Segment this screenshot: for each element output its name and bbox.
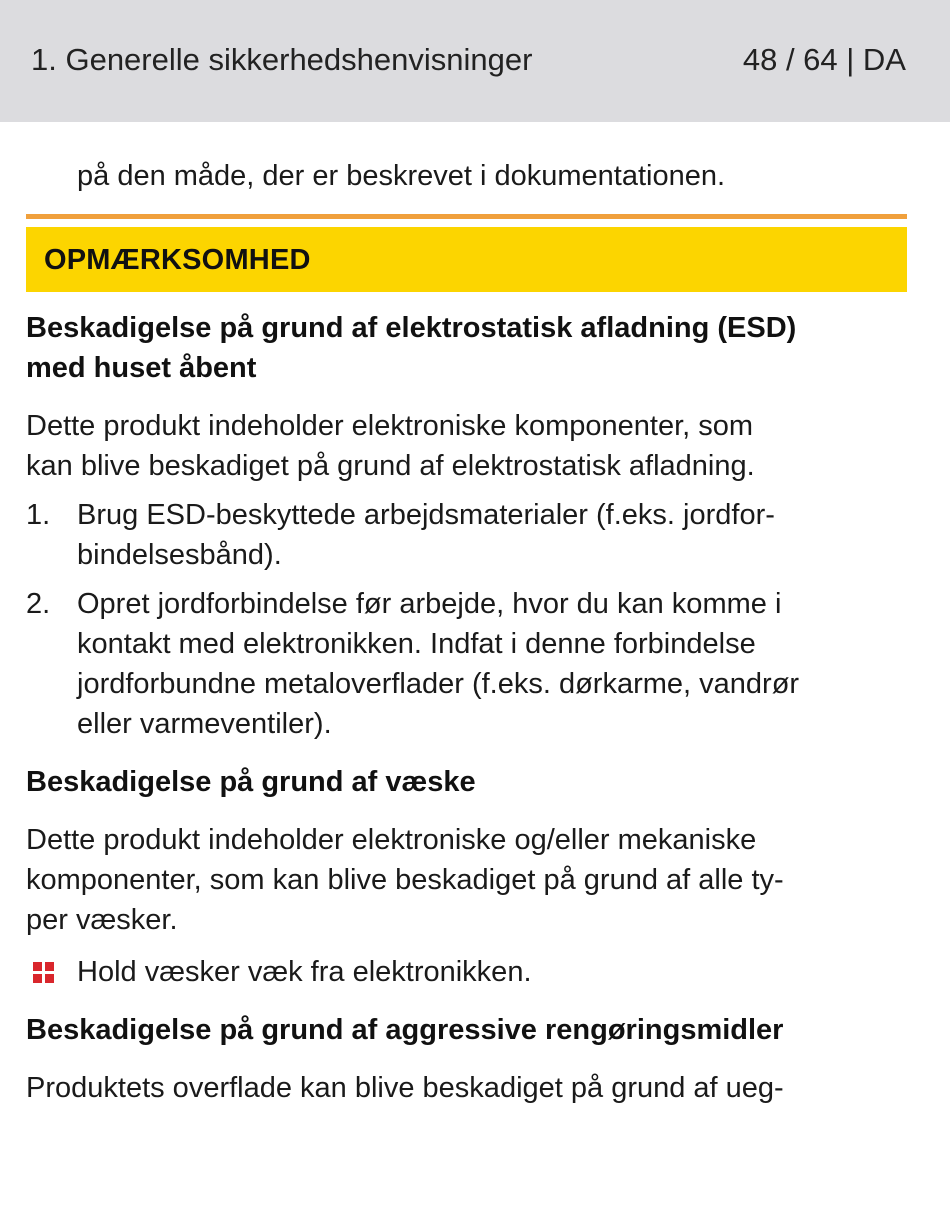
section-heading-liquid: Beskadigelse på grund af væske [26,766,476,798]
chapter-title: 1. Generelle sikkerhedshenvisninger [31,42,533,77]
list-line: Hold væsker væk fra elektronikken. [77,956,532,988]
section-esd [26,308,911,388]
list-line: eller varmeventiler). [77,708,332,740]
list-item [26,952,911,992]
paragraph-line: per væsker. [26,904,178,936]
list-number: 2. [26,588,51,620]
heading-line: med huset åbent [26,352,257,384]
list-number: 1. [26,499,51,531]
paragraph-line: Produktets overflade kan blive beskadiget på grund af ueg- [26,1072,784,1104]
heading-line: Beskadigelse på grund af elektrostatisk afladning (ESD) [26,312,797,344]
continuation-text: på den måde, der er beskrevet i dokumentationen. [77,160,726,192]
paragraph-line: Dette produkt indeholder elektroniske komponenter, som [26,410,754,442]
notice-banner [26,227,907,292]
list-line: jordforbundne metaloverflader (f.eks. dørkarme, vandrør [77,668,800,700]
list-line: Brug ESD-beskyttede arbejdsmaterialer (f.eks. jordfor- [77,499,775,531]
liquid-intro [26,820,911,940]
cleaning-intro [26,1068,911,1108]
liquid-bullet [26,952,911,992]
page-number: 48 / 64 | DA [742,42,906,77]
list-line: bindelsesbånd). [77,539,282,571]
esd-step-2 [26,584,911,744]
page-header [0,0,950,122]
esd-intro [26,406,911,486]
paragraph [26,820,911,940]
paragraph [26,406,911,486]
notice-divider [26,214,907,219]
list-item [26,495,911,575]
section-heading-cleaning: Beskadigelse på grund af aggressive rengøringsmidler [26,1014,784,1046]
section-liquid [26,762,911,802]
red-square-bullet-icon [33,962,55,984]
esd-step-1 [26,495,911,575]
section-cleaning [26,1010,911,1050]
list-line: Opret jordforbindelse før arbejde, hvor du kan komme i [77,588,782,620]
paragraph-line: komponenter, som kan blive beskadiget på grund af alle ty- [26,864,784,896]
list-line: kontakt med elektronikken. Indfat i denne forbindelse [77,628,756,660]
list-item [26,584,911,744]
notice-label: OPMÆRKSOMHED [44,244,311,276]
section-heading-esd [26,308,911,388]
paragraph-line: Dette produkt indeholder elektroniske og/eller mekaniske [26,824,757,856]
paragraph [26,1068,911,1108]
paragraph-line: kan blive beskadiget på grund af elektrostatisk afladning. [26,450,755,482]
